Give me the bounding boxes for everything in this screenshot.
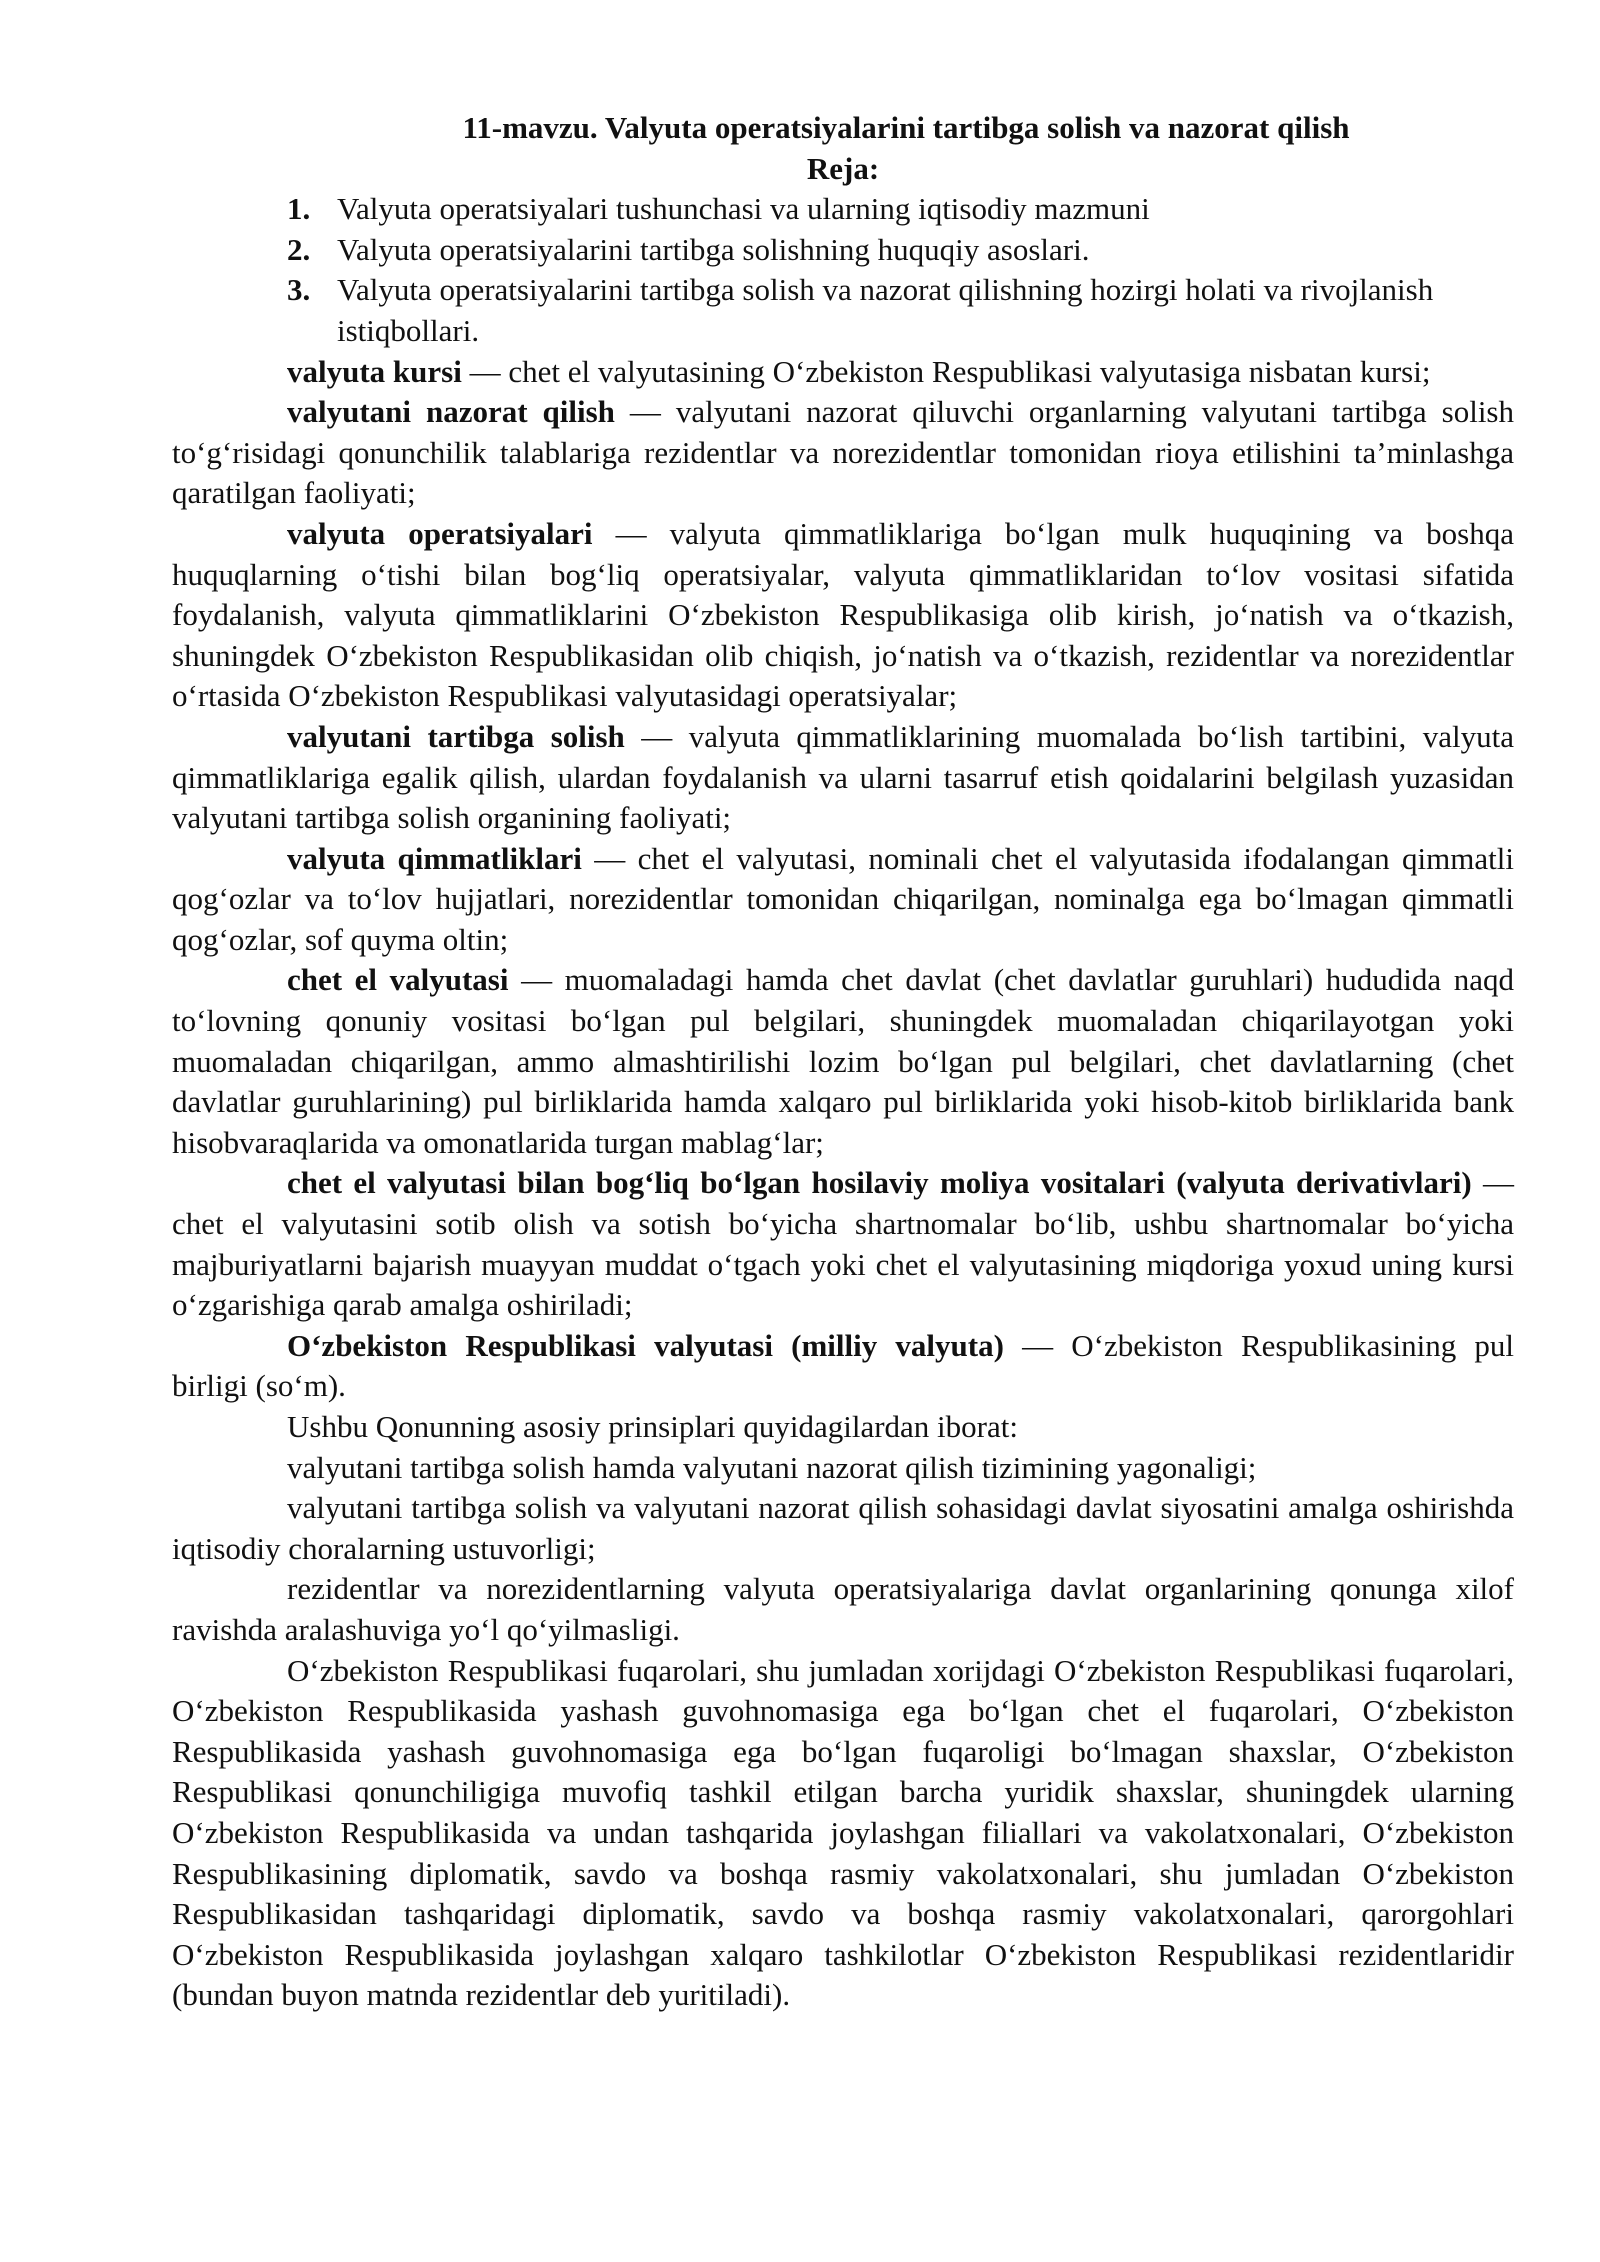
- definition-paragraph: [172, 839, 1514, 961]
- definition-paragraph: [172, 717, 1514, 839]
- definition-text: — muomaladagi hamda chet davlat (chet davlatlar guruhlari) hududida naqd to‘lovning qonuniy vositasi bo‘lgan pul belgilari, shuningdek muomaladan chiqarilayotgan yoki muomaladan chiqarilgan, ammo almashtirilishi lozim bo‘lgan pul belgilari, chet davlatlarning (chet davlatlar guruhlarining) pul birliklarida hamda xalqaro pul birliklarida yoki hisob-kitob birliklarida bank hisobvaraqlarida va omonatlarida turgan mablag‘lar;: [172, 962, 1515, 1160]
- definition-term: O‘zbekiston Respublikasi valyutasi (milliy valyuta): [287, 1327, 1004, 1363]
- residents-paragraph: O‘zbekiston Respublikasi fuqarolari, shu jumladan xorijdagi O‘zbekiston Respublikasi fuqarolari, O‘zbekiston Respublikasida yashash guvohnomasiga ega bo‘lgan chet el fuqarolari, O‘zbekiston Respublikasida yashash guvohnomasiga ega bo‘lgan fuqaroligi bo‘lmagan shaxslar, O‘zbekiston Respublikasi qonunchiligiga muvofiq tashkil etilgan barcha yuridik shaxslar, shuningdek ularning O‘zbekiston Respublikasida va undan tashqarida joylashgan filiallari va vakolatxonalari, O‘zbekiston Respublikasining diplomatik, savdo va boshqa rasmiy vakolatxonalari, shu jumladan O‘zbekiston Respublikasidan tashqaridagi diplomatik, savdo va boshqa rasmiy vakolatxonalari, qarorgohlari O‘zbekiston Respublikasida joylashgan xalqaro tashkilotlar O‘zbekiston Respublikasi rezidentlaridir (bundan buyon matnda rezidentlar deb yuritiladi).: [172, 1652, 1514, 2013]
- definition-text: — valyuta qimmatliklarining muomalada bo‘lish tartibini, valyuta qimmatliklariga egalik qilish, ulardan foydalanish va ularni tasarruf etish qoidalarini belgilash yuzasidan valyutani tartibga solish organining faoliyati;: [172, 718, 1514, 836]
- plan-list: [172, 189, 1514, 351]
- definition-term: chet el valyutasi bilan bog‘liq bo‘lgan hosilaviy moliya vositalari (valyuta derivativlari): [287, 1165, 1472, 1201]
- plan-item-text: Valyuta operatsiyalarini tartibga solish va nazorat qilishning hozirgi holati va rivojlanish istiqbollari.: [337, 272, 1434, 348]
- definition-paragraph: [172, 352, 1514, 393]
- definition-paragraph: [172, 514, 1514, 717]
- plan-item-text: Valyuta operatsiyalarini tartibga solishning huquqiy asoslari.: [337, 231, 1090, 267]
- definition-text: — chet el valyutasining O‘zbekiston Respublikasi valyutasiga nisbatan kursi;: [461, 353, 1431, 389]
- plan-item-number: 2.: [287, 231, 311, 267]
- definition-text: — valyuta qimmatliklariga bo‘lgan mulk huquqining va boshqa huquqlarning o‘tishi bilan bog‘liq operatsiyalar, valyuta qimmatliklaridan to‘lov vositasi sifatida foydalanish, valyuta qimmatliklarini O‘zbekiston Respublikasiga olib kirish, jo‘natish va o‘tkazish, shuningdek O‘zbekiston Respublikasidan olib chiqish, jo‘natish va o‘tkazish, rezidentlar va norezidentlar o‘rtasida O‘zbekiston Respublikasi valyutasidagi operatsiyalar;: [172, 515, 1515, 714]
- plan-item: [172, 189, 1514, 230]
- definition-term: valyutani nazorat qilish: [287, 394, 615, 430]
- definition-text: — O‘zbekiston Respublikasining pul birligi (so‘m).: [172, 1327, 1514, 1404]
- plan-item-number: 3.: [287, 272, 311, 308]
- definition-text: — chet el valyutasini sotib olish va sotish bo‘yicha shartnomalar bo‘lib, ushbu shartnomalar bo‘yicha majburiyatlarni bajarish muayyan muddat o‘tgach yoki chet el valyutasining miqdoriga yoxud uning kursi o‘zgarishiga qarab amalga oshiriladi;: [172, 1165, 1514, 1323]
- definition-paragraph: [172, 1163, 1514, 1325]
- plan-item: [172, 230, 1514, 271]
- document-title: 11-mavzu. Valyuta operatsiyalarini tartibga solish va nazorat qilish: [462, 110, 1350, 145]
- document-page: [172, 108, 1514, 2016]
- definition-term: chet el valyutasi: [287, 962, 509, 998]
- plan-item-text: Valyuta operatsiyalari tushunchasi va ularning iqtisodiy mazmuni: [337, 191, 1150, 227]
- definition-paragraph: [172, 960, 1514, 1163]
- definition-term: valyuta operatsiyalari: [287, 515, 593, 551]
- definition-text: — chet el valyutasi, nominali chet el valyutasida ifodalangan qimmatli qog‘ozlar va to‘lov hujjatlari, norezidentlar tomonidan chiqarilgan, nominalga ega bo‘lmagan qimmatli qog‘ozlar, sof quyma oltin;: [172, 840, 1514, 957]
- principle-item: rezidentlar va norezidentlarning valyuta operatsiyalariga davlat organlarining qonunga xilof ravishda aralashuviga yo‘l qo‘yilmasligi.: [172, 1571, 1514, 1647]
- principles-intro: Ushbu Qonunning asosiy prinsiplari quyidagilardan iborat:: [287, 1409, 1018, 1444]
- principle-item: valyutani tartibga solish va valyutani nazorat qilish sohasidagi davlat siyosatini amalga oshirishda iqtisodiy choralarning ustuvorligi;: [172, 1490, 1514, 1566]
- definition-text: — valyutani nazorat qiluvchi organlarning valyutani tartibga solish to‘g‘risidagi qonunchilik talablariga rezidentlar va norezidentlar tomonidan rioya etilishini ta’minlashga qaratilgan faoliyati;: [172, 394, 1514, 511]
- definition-paragraph: [172, 1326, 1514, 1407]
- definition-term: valyutani tartibga solish: [287, 718, 625, 754]
- definition-term: valyuta qimmatliklari: [287, 840, 582, 876]
- plan-item: [172, 270, 1514, 351]
- definition-term: valyuta kursi: [287, 353, 462, 389]
- plan-item-number: 1.: [287, 191, 311, 227]
- definition-paragraph: [172, 392, 1514, 514]
- plan-heading: Reja:: [806, 150, 880, 186]
- principle-item: valyutani tartibga solish hamda valyutani nazorat qilish tizimining yagonaligi;: [287, 1449, 1257, 1485]
